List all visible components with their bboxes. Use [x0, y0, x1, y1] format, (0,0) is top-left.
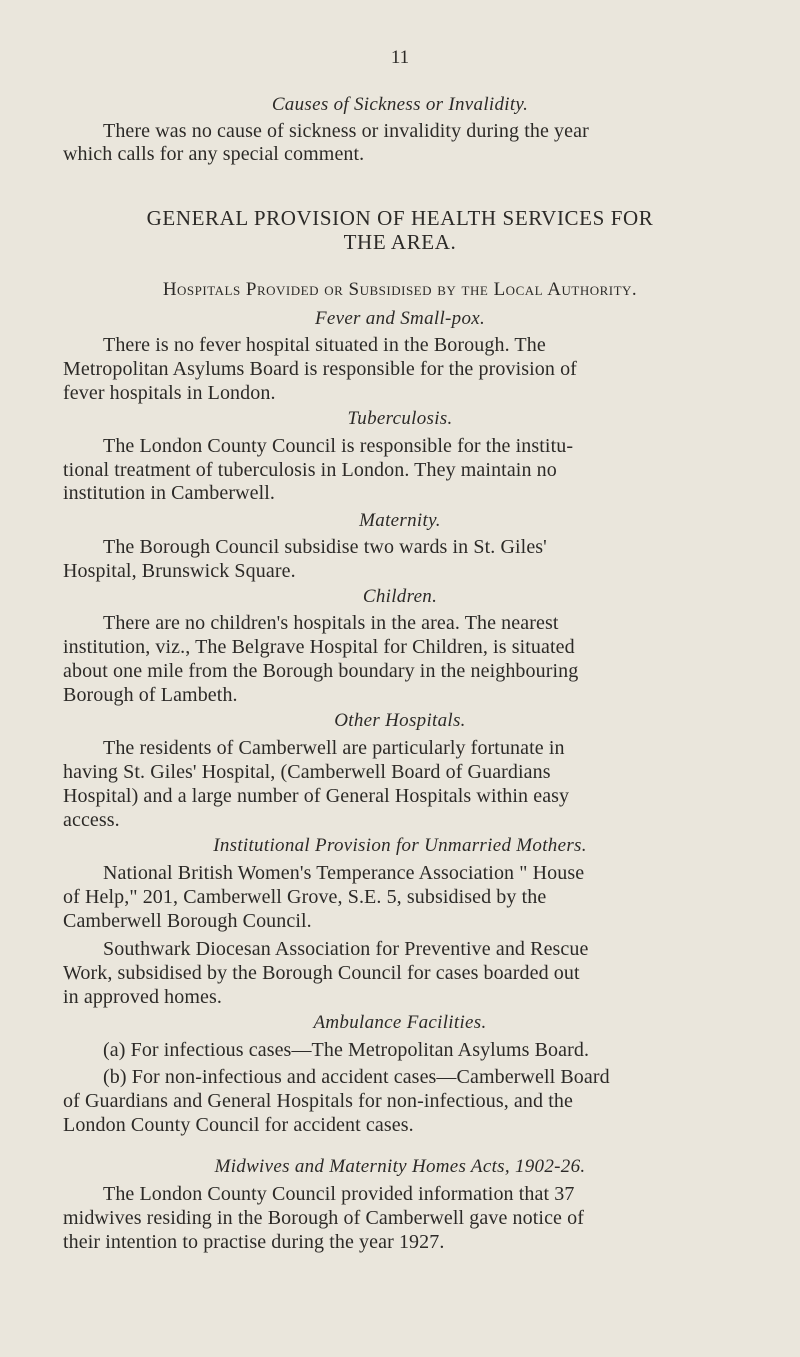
- midwives-line: midwives residing in the Borough of Camberwell gave notice of: [63, 1207, 584, 1229]
- fever-heading: Fever and Small-pox.: [314, 308, 486, 329]
- unmarried-line: National British Women's Temperance Association " House: [103, 862, 585, 884]
- tb-line: tional treatment of tuberculosis in London. They maintain no: [63, 459, 557, 481]
- unmarried-line: Southwark Diocesan Association for Preventive and Rescue: [103, 938, 589, 960]
- tb-heading: Tuberculosis.: [347, 408, 453, 429]
- fever-line: There is no fever hospital situated in the Borough. The: [103, 334, 546, 356]
- midwives-line: The London County Council provided information that 37: [103, 1183, 575, 1205]
- children-line: Borough of Lambeth.: [63, 684, 238, 706]
- maternity-line: The Borough Council subsidise two wards in St. Giles': [103, 536, 547, 558]
- unmarried-line: of Help," 201, Camberwell Grove, S.E. 5, subsidised by the: [63, 886, 547, 908]
- children-line: about one mile from the Borough boundary in the neighbouring: [63, 660, 579, 682]
- midwives-heading: Midwives and Maternity Homes Acts, 1902-26.: [214, 1156, 586, 1177]
- fever-line: Metropolitan Asylums Board is responsible for the provision of: [63, 358, 577, 380]
- other-line: The residents of Camberwell are particularly fortunate in: [103, 737, 565, 759]
- causes-line: There was no cause of sickness or invalidity during the year: [103, 120, 589, 142]
- other-heading: Other Hospitals.: [334, 710, 466, 731]
- fever-line: fever hospitals in London.: [63, 382, 276, 404]
- midwives-line: their intention to practise during the year 1927.: [63, 1231, 445, 1253]
- causes-heading: Causes of Sickness or Invalidity.: [271, 94, 529, 115]
- other-line: access.: [63, 809, 120, 831]
- section-title: THE AREA.: [343, 230, 457, 254]
- unmarried-line: Camberwell Borough Council.: [63, 910, 312, 932]
- maternity-line: Hospital, Brunswick Square.: [63, 560, 296, 582]
- children-line: institution, viz., The Belgrave Hospital for Children, is situated: [63, 636, 575, 658]
- hospitals-heading: Hospitals Provided or Subsidised by the Local Authority.: [162, 279, 638, 300]
- children-line: There are no children's hospitals in the area. The nearest: [103, 612, 559, 634]
- tb-line: The London County Council is responsible for the institu-: [103, 435, 574, 457]
- other-line: Hospital) and a large number of General Hospitals within easy: [63, 785, 570, 807]
- other-line: having St. Giles' Hospital, (Camberwell Board of Guardians: [63, 761, 551, 783]
- ambulance-line: London County Council for accident cases.: [63, 1114, 414, 1136]
- ambulance-line: of Guardians and General Hospitals for non-infectious, and the: [63, 1090, 573, 1112]
- causes-line: which calls for any special comment.: [63, 143, 365, 165]
- unmarried-line: Work, subsidised by the Borough Council for cases boarded out: [63, 962, 580, 984]
- unmarried-heading: Institutional Provision for Unmarried Mothers.: [213, 835, 587, 856]
- page-number: 11: [390, 47, 410, 68]
- ambulance-heading: Ambulance Facilities.: [313, 1012, 487, 1033]
- unmarried-line: in approved homes.: [63, 986, 222, 1008]
- tb-line: institution in Camberwell.: [63, 482, 276, 504]
- children-heading: Children.: [362, 586, 438, 607]
- ambulance-line: (a) For infectious cases—The Metropolitan Asylums Board.: [103, 1039, 590, 1061]
- maternity-heading: Maternity.: [359, 510, 441, 531]
- ambulance-line: (b) For non-infectious and accident cases—Camberwell Board: [103, 1066, 610, 1088]
- section-title: GENERAL PROVISION OF HEALTH SERVICES FOR: [146, 206, 654, 230]
